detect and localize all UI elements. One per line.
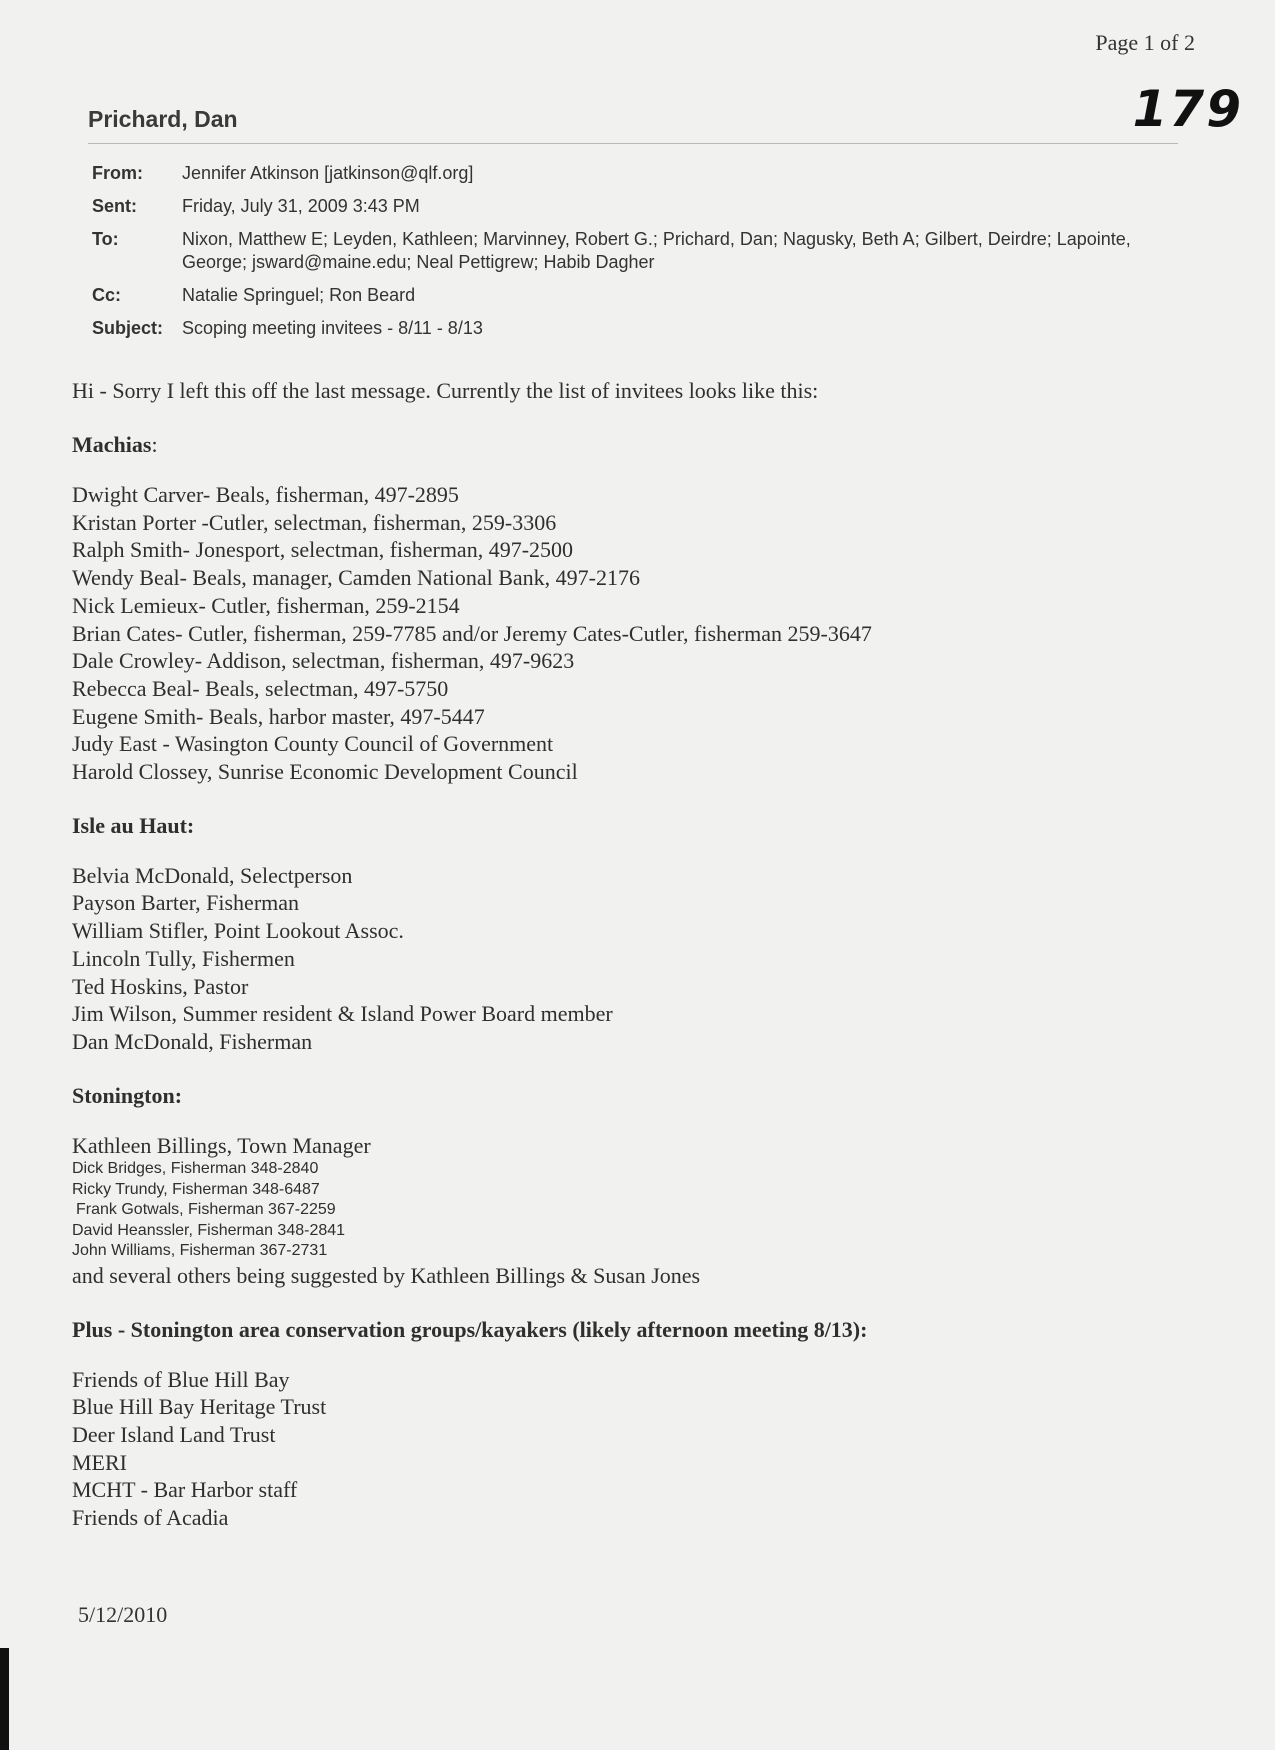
sent-value: Friday, July 31, 2009 3:43 PM <box>182 196 420 216</box>
from-value: Jennifer Atkinson [jatkinson@qlf.org] <box>182 163 474 183</box>
list-item-trailing-note: and several others being suggested by Kathleen Billings & Susan Jones <box>72 1262 701 1288</box>
page-number: Page 1 of 2 <box>1095 30 1195 55</box>
from-row <box>92 162 1142 185</box>
list-item: Dan McDonald, Fisherman <box>72 1028 313 1054</box>
email-body <box>72 377 1192 1532</box>
list-item: Ralph Smith- Jonesport, selectman, fisherman, 497-2500 <box>72 537 574 563</box>
list-item: Dale Crowley- Addison, selectman, fisherman, 497-9623 <box>72 648 575 674</box>
list-item: Rebecca Beal- Beals, selectman, 497-5750 <box>72 675 449 701</box>
invitee-list-isle-au-haut <box>72 862 1192 1056</box>
list-item: MCHT - Bar Harbor staff <box>72 1477 298 1503</box>
print-date: 5/12/2010 <box>78 1602 168 1627</box>
invitee-list-conservation-groups <box>72 1366 1192 1532</box>
sent-row <box>92 195 1142 218</box>
from-label: From: <box>92 163 143 183</box>
list-item: Harold Clossey, Sunrise Economic Development Council <box>72 759 578 785</box>
cc-value: Natalie Springuel; Ron Beard <box>182 285 416 305</box>
list-item: Eugene Smith- Beals, harbor master, 497-5447 <box>72 703 485 729</box>
list-item-small: Ricky Trundy, Fisherman 348-6487 <box>72 1180 320 1198</box>
header-divider <box>88 143 1178 144</box>
to-row <box>92 228 1142 274</box>
sent-label: Sent: <box>92 196 137 216</box>
list-item: Ted Hoskins, Pastor <box>72 973 249 999</box>
list-item: Blue Hill Bay Heritage Trust <box>72 1394 327 1420</box>
intro-text: Hi - Sorry I left this off the last message. Currently the list of invitees looks like this: <box>72 378 819 403</box>
list-item: Nick Lemieux- Cutler, fisherman, 259-2154 <box>72 592 460 618</box>
to-label: To: <box>92 229 119 249</box>
list-item: Kathleen Billings, Town Manager <box>72 1132 371 1158</box>
list-item-small: Dick Bridges, Fisherman 348-2840 <box>72 1160 319 1178</box>
subject-row <box>92 317 1142 340</box>
section-title-text: Machias <box>72 432 152 457</box>
list-item: Wendy Beal- Beals, manager, Camden National Bank, 497-2176 <box>72 565 640 591</box>
section-title-isle-au-haut: Isle au Haut: <box>72 812 195 838</box>
section-title-conservation-groups: Plus - Stonington area conservation groups/kayakers (likely afternoon meeting 8/13): <box>72 1316 868 1342</box>
scan-edge-mark <box>0 1648 9 1750</box>
cc-row <box>92 284 1142 307</box>
list-item-small: John Williams, Fisherman 367-2731 <box>72 1242 328 1260</box>
list-item-small: Frank Gotwals, Fisherman 367-2259 <box>76 1201 336 1219</box>
email-header-block <box>92 162 1142 350</box>
cc-label: Cc: <box>92 285 122 305</box>
list-item: Lincoln Tully, Fishermen <box>72 945 295 971</box>
subject-label: Subject: <box>92 318 164 338</box>
list-item: Payson Barter, Fisherman <box>72 890 300 916</box>
list-item: MERI <box>72 1449 127 1475</box>
section-title-machias <box>72 431 1192 459</box>
subject-value: Scoping meeting invitees - 8/11 - 8/13 <box>182 318 483 338</box>
invitee-list-machias <box>72 481 1192 786</box>
list-item: Friends of Blue Hill Bay <box>72 1366 290 1392</box>
list-item: Kristan Porter -Cutler, selectman, fisherman, 259-3306 <box>72 509 557 535</box>
list-item: Deer Island Land Trust <box>72 1421 276 1447</box>
list-item: Dwight Carver- Beals, fisherman, 497-2895 <box>72 482 459 507</box>
list-item: Jim Wilson, Summer resident & Island Power Board member <box>72 1001 613 1027</box>
list-item-small: David Heanssler, Fisherman 348-2841 <box>72 1221 346 1239</box>
list-item: Friends of Acadia <box>72 1505 229 1531</box>
section-title-stonington: Stonington: <box>72 1082 183 1108</box>
list-item: William Stifler, Point Lookout Assoc. <box>72 918 404 944</box>
list-item: Judy East - Wasington County Council of Government <box>72 731 554 757</box>
to-value: Nixon, Matthew E; Leyden, Kathleen; Marvinney, Robert G.; Prichard, Dan; Nagusky, Beth A; Gilbert, Deirdre; Lapointe, George; jsward@maine.edu; Neal Pettigrew; Habib Dagher <box>182 229 1131 272</box>
handwritten-page-number: 179 <box>1132 80 1243 138</box>
list-item: Belvia McDonald, Selectperson <box>72 862 353 888</box>
mailbox-owner-name: Prichard, Dan <box>88 106 238 132</box>
list-item: Brian Cates- Cutler, fisherman, 259-7785 and/or Jeremy Cates-Cutler, fisherman 259-3647 <box>72 620 872 646</box>
invitee-list-stonington <box>72 1132 1192 1290</box>
section-title-suffix: : <box>151 432 158 457</box>
